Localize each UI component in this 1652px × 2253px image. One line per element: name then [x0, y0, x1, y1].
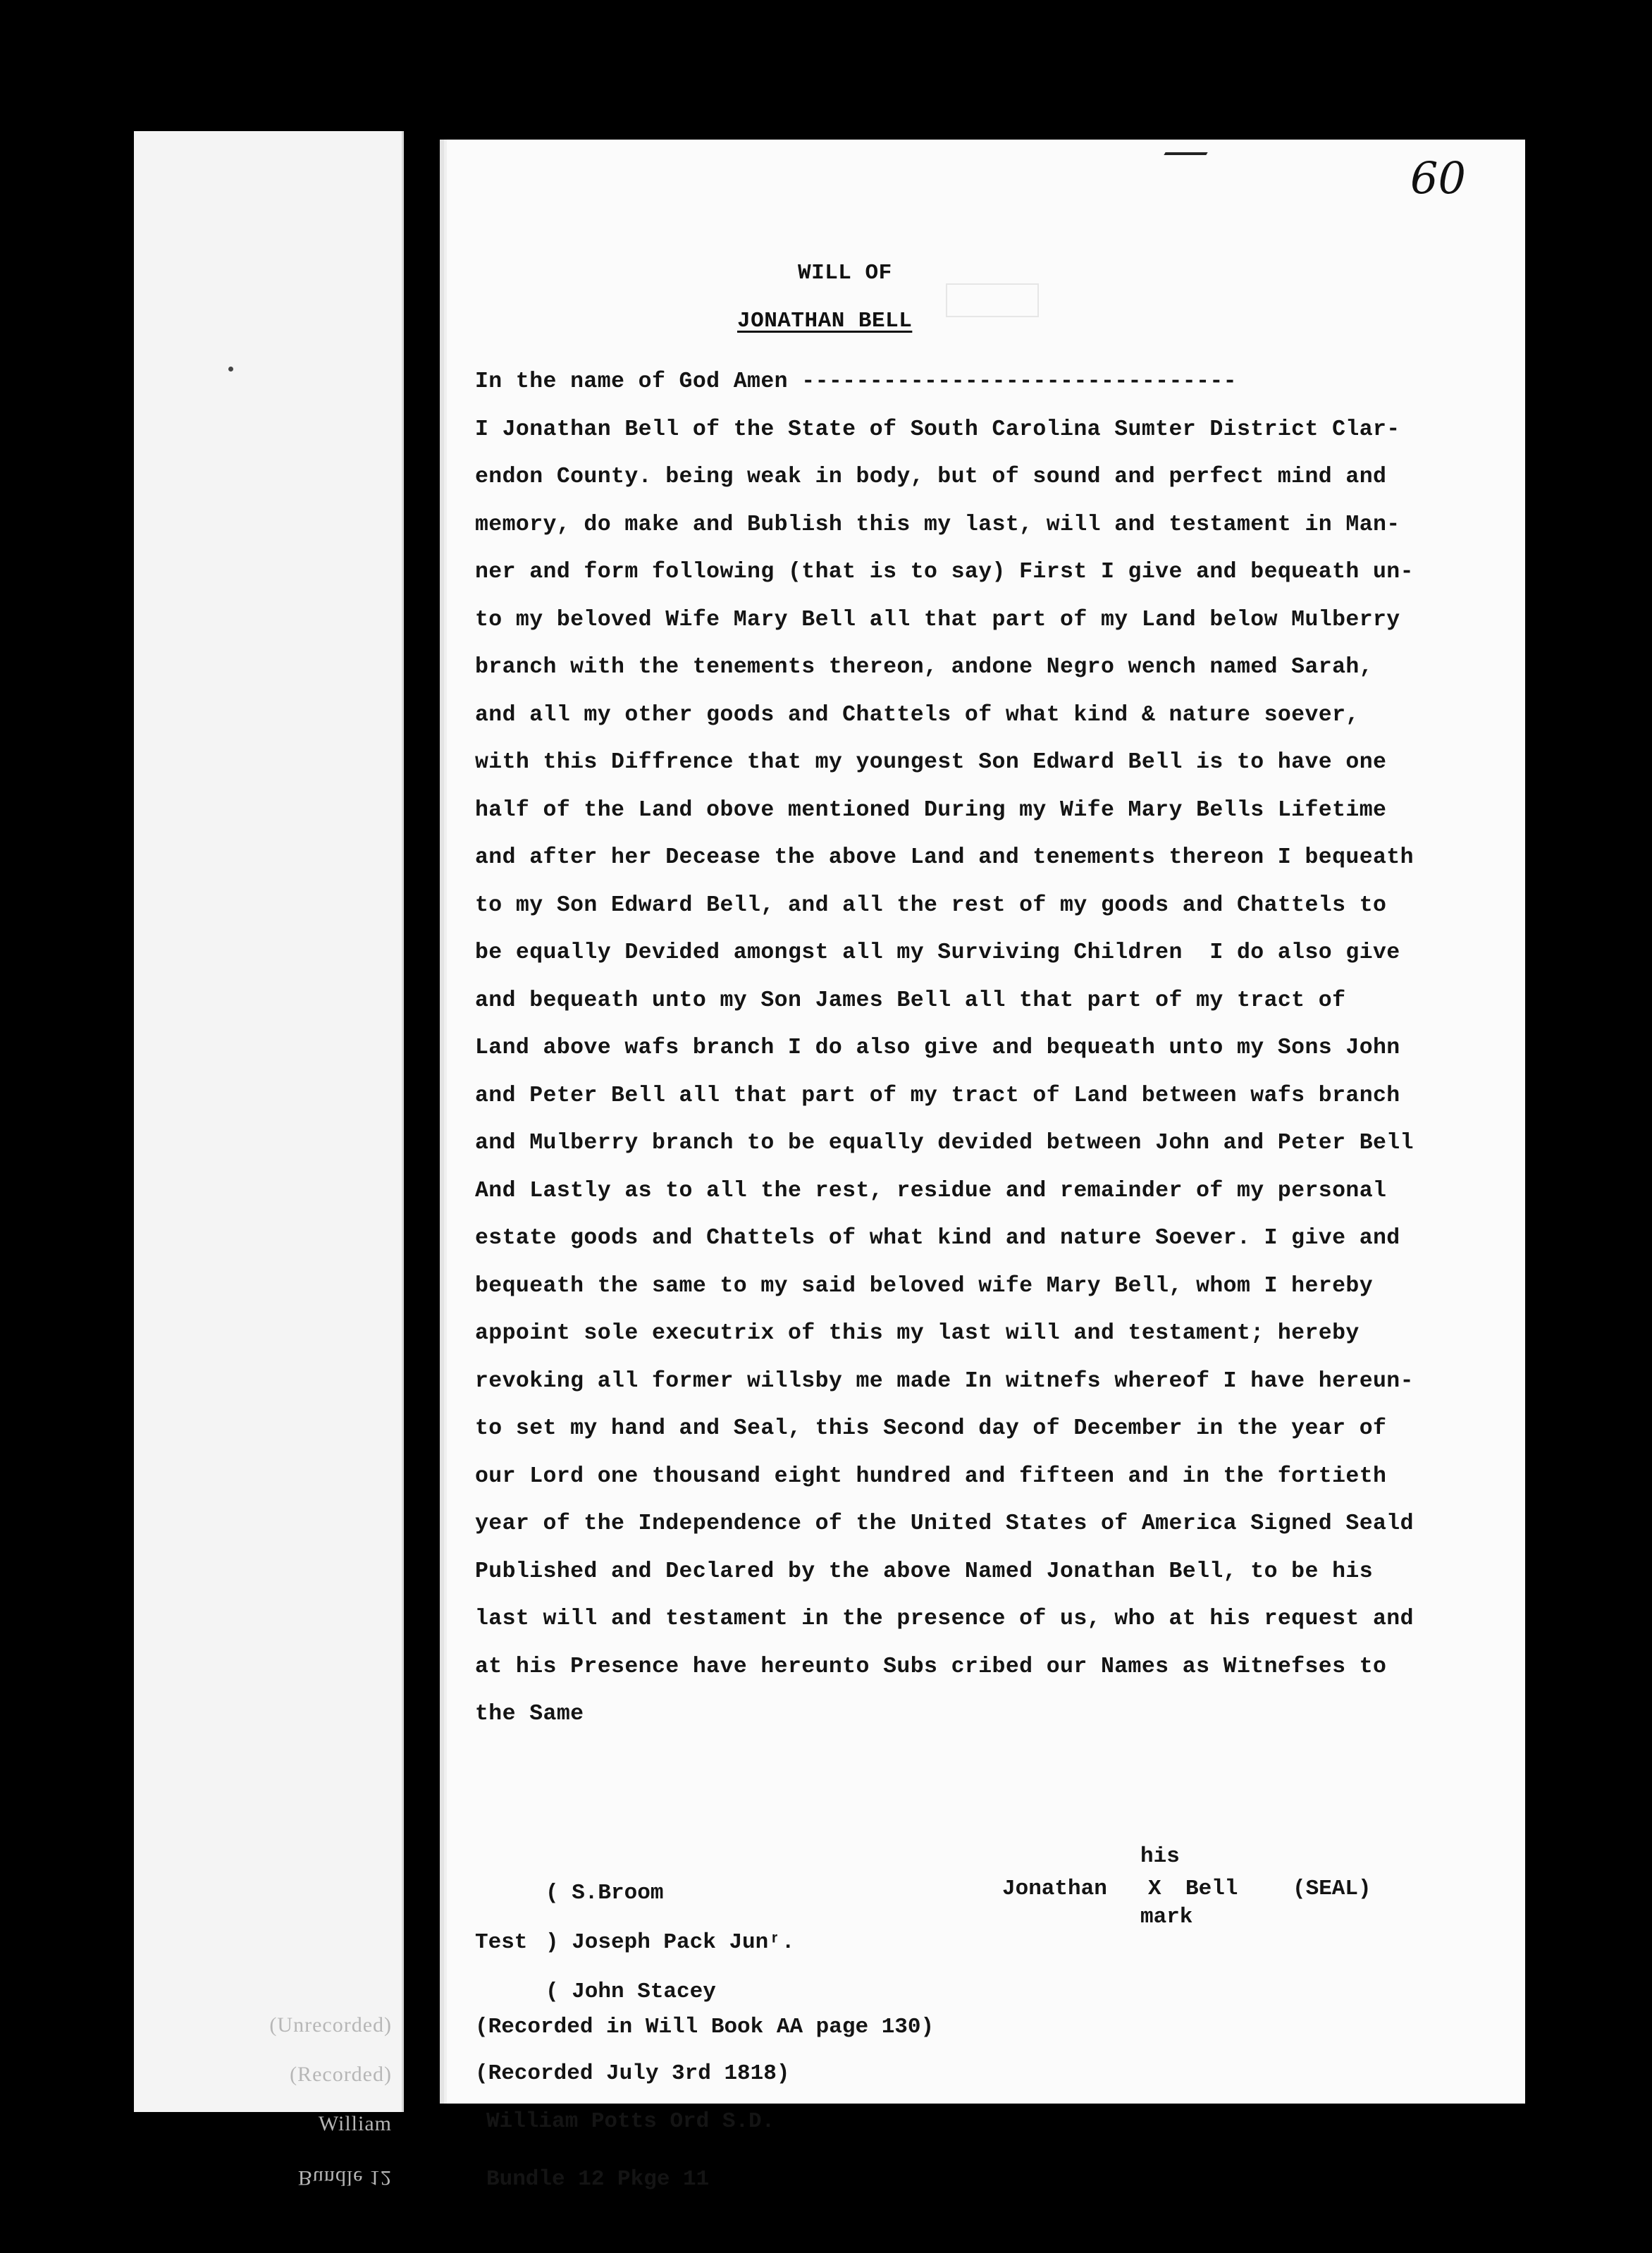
body-line: branch with the tenements thereon, andone Negro wench named Sarah, — [475, 655, 1374, 680]
body-line: bequeath the same to my said beloved wife Mary Bell, whom I hereby — [475, 1273, 1374, 1299]
body-line: to set my hand and Seal, this Second day of December in the year of — [475, 1416, 1387, 1441]
body-line: estate goods and Chattels of what kind and nature Soever. I give and — [475, 1226, 1400, 1251]
recorded-date-line: (Recorded July 3rd 1818) — [475, 2061, 790, 2086]
body-line: half of the Land obove mentioned During my Wife Mary Bells Lifetime — [475, 797, 1387, 823]
body-line: and bequeath unto my Son James Bell all that part of my tract of — [475, 988, 1346, 1013]
mark-label-above: his — [1140, 1844, 1180, 1869]
page-number: 60 — [1410, 152, 1466, 204]
body-line: endon County. being weak in body, but of sound and perfect mind and — [475, 465, 1387, 489]
body-line: and all my other goods and Chattels of what kind & nature soever, — [475, 702, 1360, 728]
document-page — [440, 140, 1525, 2192]
test-label: Test — [475, 1930, 528, 1955]
body-line: year of the Independence of the United States of America Signed Seald — [475, 1511, 1414, 1536]
left-ghost-line-1: (Unrecorded) — [269, 2013, 392, 2037]
body-line: the Same — [475, 1702, 584, 1726]
body-line: memory, do make and Bublish this my last, will and testament in Man- — [475, 512, 1400, 537]
body-line: our Lord one thousand eight hundred and fifteen and in the fortieth — [475, 1463, 1387, 1489]
document-title-line-1: WILL OF — [798, 261, 892, 286]
body-line: with this Diffrence that my youngest Son Edward Bell is to have one — [475, 750, 1387, 775]
body-line: revoking all former willsby me made In witnefs whereof I have hereun- — [475, 1368, 1414, 1394]
left-ghost-line-2: (Recorded) — [290, 2063, 392, 2086]
ordinary-line: William Potts Ord S.D. — [486, 2109, 775, 2134]
body-line: Published and Declared by the above Named Jonathan Bell, to be his — [475, 1559, 1374, 1584]
pen-mark — [1164, 134, 1218, 155]
body-line: ner and form following (that is to say) First I give and bequeath un- — [475, 560, 1414, 584]
body-line: be equally Devided amongst all my Surviving Children I do also give — [475, 940, 1400, 965]
body-line: to my beloved Wife Mary Bell all that part of my Land below Mulberry — [475, 607, 1400, 632]
body-line: And Lastly as to all the rest, residue and remainder of my personal — [475, 1178, 1387, 1203]
recorded-book-line: (Recorded in Will Book AA page 130) — [475, 2015, 935, 2039]
body-line: In the name of God Amen -------------------------------- — [475, 369, 1237, 394]
document-title-line-2: JONATHAN BELL — [737, 309, 913, 333]
body-line: to my Son Edward Bell, and all the rest of my goods and Chattels to — [475, 892, 1387, 918]
mark-label-below: mark — [1140, 1905, 1193, 1929]
witness-3: ( John Stacey — [545, 1979, 716, 2004]
mark-symbol: X — [1148, 1877, 1161, 1901]
seal-label: (SEAL) — [1293, 1877, 1371, 1901]
testator-last-name: Bell — [1185, 1877, 1238, 1901]
body-line: and Mulberry branch to be equally devided between John and Peter Bell — [475, 1131, 1414, 1155]
left-ghost-line-4: Bundle 12 — [297, 2166, 392, 2190]
body-line: at his Presence have hereunto Subs cribed our Names as Witnefses to — [475, 1654, 1387, 1679]
bundle-line: Bundle 12 Pkge 11 — [486, 2167, 710, 2192]
body-line: and after her Decease the above Land and tenements thereon I bequeath — [475, 845, 1414, 870]
will-body-text — [475, 358, 1504, 1738]
witness-1: ( S.Broom — [545, 1881, 664, 1905]
body-line: and Peter Bell all that part of my tract of Land between wafs branch — [475, 1083, 1400, 1108]
ink-dot — [228, 367, 233, 372]
body-line: last will and testament in the presence of us, who at his request and — [475, 1607, 1414, 1631]
faint-stamp-box — [946, 283, 1039, 317]
body-line: Land above wafs branch I do also give and bequeath unto my Sons John — [475, 1036, 1400, 1060]
witness-2: ) Joseph Pack Junʳ. — [545, 1930, 795, 1955]
body-line: appoint sole executrix of this my last will and testament; hereby — [475, 1321, 1360, 1346]
testator-first-name: Jonathan — [1002, 1877, 1107, 1901]
left-facing-page — [134, 131, 404, 2190]
left-ghost-line-3: William — [318, 2112, 392, 2135]
body-line: I Jonathan Bell of the State of South Carolina Sumter District Clar- — [475, 417, 1400, 442]
